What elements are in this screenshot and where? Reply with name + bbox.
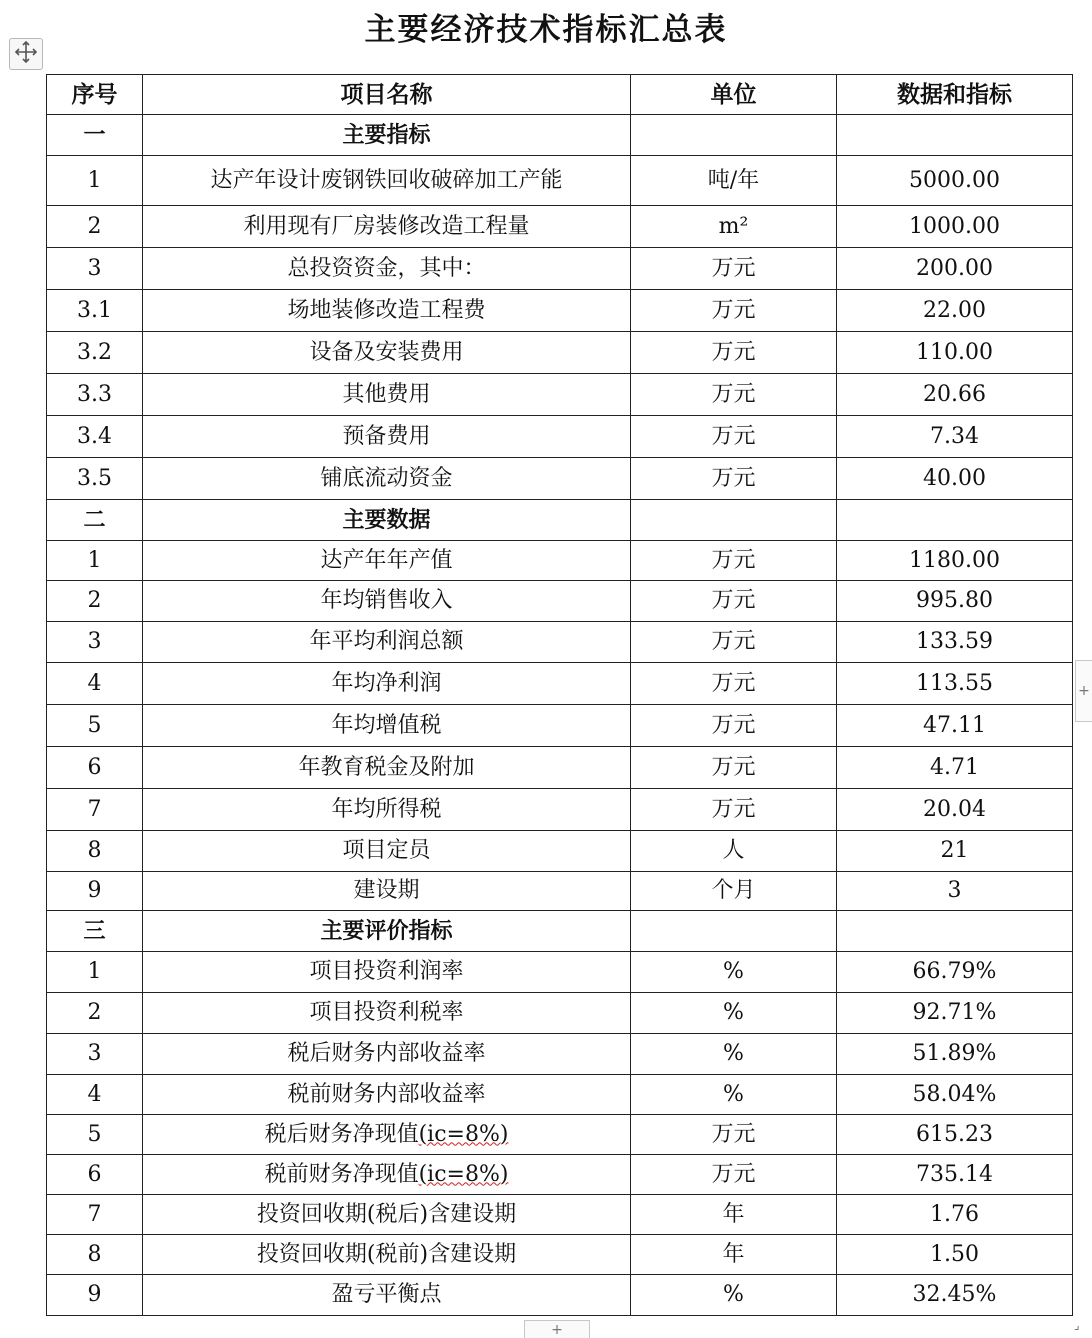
cell-item-name[interactable] xyxy=(143,1075,631,1115)
cell-seq[interactable] xyxy=(47,458,143,500)
cell-unit[interactable] xyxy=(631,1275,837,1316)
cell-value[interactable] xyxy=(837,1034,1073,1075)
cell-seq[interactable] xyxy=(47,952,143,993)
cell-value-text: 200.00 xyxy=(916,255,993,281)
cell-seq-text: 1 xyxy=(87,959,102,984)
table-row xyxy=(47,458,1073,500)
cell-unit[interactable] xyxy=(631,993,837,1034)
cell-unit[interactable] xyxy=(631,622,837,663)
table-row xyxy=(47,416,1073,458)
cell-unit[interactable] xyxy=(631,663,837,705)
table-row xyxy=(47,831,1073,872)
cell-seq[interactable] xyxy=(47,416,143,458)
cell-unit[interactable] xyxy=(631,206,837,248)
cell-unit[interactable] xyxy=(631,1195,837,1235)
cell-seq[interactable] xyxy=(47,911,143,952)
cell-unit[interactable] xyxy=(631,458,837,500)
cell-unit[interactable] xyxy=(631,952,837,993)
cell-unit-text: 万元 xyxy=(711,465,756,491)
cell-unit-text: 万元 xyxy=(711,670,756,696)
cell-seq-text: 6 xyxy=(87,754,102,780)
table-row xyxy=(47,248,1073,290)
cell-value-text: 47.11 xyxy=(923,712,986,738)
cell-item-name[interactable] xyxy=(143,831,631,872)
cell-item-name-text: 主要指标 xyxy=(342,122,431,148)
cell-seq-text: 3.3 xyxy=(77,381,112,407)
cell-value-text: 1.76 xyxy=(930,1201,979,1227)
cell-seq-text: 3.2 xyxy=(77,339,112,365)
cell-item-name-text: 年教育税金及附加 xyxy=(298,754,475,780)
cell-item-name-text: 场地装修改造工程费 xyxy=(287,297,486,323)
cell-seq-text: 9 xyxy=(87,878,102,903)
cell-value-text: 735.14 xyxy=(916,1161,993,1187)
cell-value[interactable] xyxy=(837,115,1073,156)
cell-seq[interactable] xyxy=(47,581,143,622)
cell-unit-text: 万元 xyxy=(711,712,756,738)
cell-item-name[interactable] xyxy=(143,156,631,206)
cell-unit-text: 吨/年 xyxy=(707,167,760,193)
section-row xyxy=(47,500,1073,541)
cell-value[interactable] xyxy=(837,622,1073,663)
cell-value-text: 113.55 xyxy=(916,670,993,696)
cell-unit[interactable] xyxy=(631,500,837,541)
table-row xyxy=(47,1235,1073,1275)
cell-seq-text: 3.4 xyxy=(77,423,112,449)
cell-item-name[interactable] xyxy=(143,911,631,952)
cell-seq-text: 1 xyxy=(87,547,102,573)
cell-seq-text: 5 xyxy=(87,712,102,738)
cell-unit-text: 万元 xyxy=(711,339,756,365)
cell-unit[interactable] xyxy=(631,1115,837,1155)
cell-seq[interactable] xyxy=(47,1235,143,1275)
cell-unit[interactable] xyxy=(631,416,837,458)
cell-value[interactable] xyxy=(837,952,1073,993)
cell-item-name[interactable] xyxy=(143,872,631,911)
cell-unit-text: % xyxy=(723,1081,744,1107)
cell-item-name[interactable] xyxy=(143,541,631,581)
cell-unit[interactable] xyxy=(631,1235,837,1275)
cell-seq[interactable] xyxy=(47,705,143,747)
cell-unit[interactable] xyxy=(631,1075,837,1115)
cell-item-name-suffix: (ic=8%) xyxy=(418,1161,509,1187)
cell-unit-text: 万元 xyxy=(711,255,756,281)
cell-seq[interactable] xyxy=(47,1275,143,1316)
cell-unit-text: 个月 xyxy=(711,878,756,903)
header-seq: 序号 xyxy=(47,75,143,115)
cell-unit-text: 万元 xyxy=(711,423,756,449)
table-row xyxy=(47,1155,1073,1195)
cell-unit[interactable] xyxy=(631,541,837,581)
cell-unit-text: 万元 xyxy=(711,588,756,613)
header-item-name: 项目名称 xyxy=(143,75,631,115)
cell-value[interactable] xyxy=(837,747,1073,789)
cell-unit-text: 万元 xyxy=(711,629,756,654)
cell-item-name-text: 项目投资利润率 xyxy=(309,959,464,984)
cell-value[interactable] xyxy=(837,911,1073,952)
header-value: 数据和指标 xyxy=(837,75,1073,115)
table-row xyxy=(47,1195,1073,1235)
cell-value[interactable] xyxy=(837,374,1073,416)
cell-value[interactable] xyxy=(837,541,1073,581)
cell-item-name[interactable] xyxy=(143,1195,631,1235)
cell-value-text: 92.71% xyxy=(912,1000,997,1025)
cell-seq-text: 2 xyxy=(87,213,102,239)
cell-seq-text: 三 xyxy=(83,918,106,944)
cell-item-name[interactable] xyxy=(143,993,631,1034)
cell-item-name-text: 建设期 xyxy=(353,878,420,903)
table-row xyxy=(47,993,1073,1034)
cell-value[interactable] xyxy=(837,831,1073,872)
cell-item-name[interactable] xyxy=(143,458,631,500)
cell-value[interactable] xyxy=(837,1275,1073,1316)
cell-value[interactable] xyxy=(837,663,1073,705)
cell-value[interactable] xyxy=(837,500,1073,541)
cell-value[interactable] xyxy=(837,1195,1073,1235)
cell-item-name[interactable] xyxy=(143,747,631,789)
cell-unit[interactable] xyxy=(631,581,837,622)
cell-item-name-suffix: (ic=8%) xyxy=(418,1121,509,1147)
cell-unit-text: 年 xyxy=(722,1201,745,1227)
cell-seq-text: 2 xyxy=(87,588,102,613)
table-header-row xyxy=(47,75,1073,115)
table-row xyxy=(47,1034,1073,1075)
cell-unit[interactable] xyxy=(631,1034,837,1075)
cell-seq[interactable] xyxy=(47,747,143,789)
cell-item-name-text: 设备及安装费用 xyxy=(309,339,464,365)
cell-value-text: 22.00 xyxy=(923,297,986,323)
cell-value-text: 1000.00 xyxy=(909,213,1000,239)
cell-item-name-text: 总投资资金，其中： xyxy=(287,255,486,281)
table-row xyxy=(47,332,1073,374)
cell-value-text: 1.50 xyxy=(930,1241,979,1267)
cell-item-name-text: 税后财务内部收益率 xyxy=(287,1041,486,1066)
cell-seq[interactable] xyxy=(47,374,143,416)
cell-item-name[interactable] xyxy=(143,1034,631,1075)
cell-seq[interactable] xyxy=(47,332,143,374)
add-row-handle[interactable] xyxy=(524,1320,590,1338)
cell-value[interactable] xyxy=(837,1115,1073,1155)
cell-unit[interactable] xyxy=(631,156,837,206)
cell-item-name[interactable] xyxy=(143,374,631,416)
cell-unit-text: 万元 xyxy=(711,1121,756,1147)
cell-item-name[interactable] xyxy=(143,290,631,332)
cell-item-name-text: 投资回收期(税后)含建设期 xyxy=(256,1201,517,1227)
cell-item-name-text: 年均增值税 xyxy=(331,712,442,738)
cell-value-text: 110.00 xyxy=(916,339,993,365)
cell-item-name[interactable] xyxy=(143,1235,631,1275)
cell-seq[interactable] xyxy=(47,622,143,663)
cell-unit-text: 万元 xyxy=(711,547,756,573)
cell-seq[interactable] xyxy=(47,1034,143,1075)
cell-unit[interactable] xyxy=(631,789,837,831)
cell-value[interactable] xyxy=(837,290,1073,332)
cell-unit-text: m² xyxy=(718,213,749,239)
cell-seq[interactable] xyxy=(47,993,143,1034)
table-row xyxy=(47,581,1073,622)
cell-seq-text: 3 xyxy=(87,255,102,281)
cell-unit[interactable] xyxy=(631,115,837,156)
table-row xyxy=(47,872,1073,911)
cell-seq-text: 5 xyxy=(87,1121,102,1147)
cell-value-text: 66.79% xyxy=(912,959,997,984)
cell-value-text: 5000.00 xyxy=(909,167,1000,193)
cell-item-name[interactable] xyxy=(143,622,631,663)
cell-value-text: 40.00 xyxy=(923,465,986,491)
cell-item-name-text: 其他费用 xyxy=(342,381,431,407)
cell-seq[interactable] xyxy=(47,872,143,911)
indicators-table xyxy=(46,74,1073,1316)
table-row xyxy=(47,1075,1073,1115)
cell-seq-text: 3 xyxy=(87,629,102,654)
cell-item-name-text: 税后财务净现值 xyxy=(264,1121,419,1147)
cell-item-name-text: 达产年年产值 xyxy=(320,547,453,573)
table-row xyxy=(47,1115,1073,1155)
cell-unit-text: 万元 xyxy=(711,1161,756,1187)
cell-seq-text: 2 xyxy=(87,1000,102,1025)
cell-unit-text: % xyxy=(723,1041,744,1066)
cell-item-name-text: 主要评价指标 xyxy=(320,918,453,944)
cell-value-text: 32.45% xyxy=(912,1282,997,1307)
cell-item-name[interactable] xyxy=(143,1275,631,1316)
cell-item-name-text: 预备费用 xyxy=(342,423,431,449)
cell-seq[interactable] xyxy=(47,541,143,581)
cell-seq-text: 9 xyxy=(87,1282,102,1307)
table-body xyxy=(47,115,1073,1316)
cell-value[interactable] xyxy=(837,872,1073,911)
cell-value-text: 7.34 xyxy=(930,423,979,449)
cell-seq-text: 8 xyxy=(87,838,102,863)
cell-item-name-text: 项目定员 xyxy=(342,838,431,863)
cell-value[interactable] xyxy=(837,458,1073,500)
cell-item-name-text: 项目投资利税率 xyxy=(309,1000,464,1025)
cell-value[interactable] xyxy=(837,416,1073,458)
cell-item-name-text: 利用现有厂房装修改造工程量 xyxy=(243,213,530,239)
cell-seq[interactable] xyxy=(47,831,143,872)
cell-unit-text: % xyxy=(723,1000,744,1025)
cell-value-text: 4.71 xyxy=(930,754,979,780)
cell-item-name-text: 年均所得税 xyxy=(331,796,442,822)
cell-item-name[interactable] xyxy=(143,952,631,993)
cell-value-text: 995.80 xyxy=(916,588,993,613)
cell-unit-text: % xyxy=(723,1282,744,1307)
header-unit: 单位 xyxy=(631,75,837,115)
cell-value-text: 20.66 xyxy=(923,381,986,407)
cell-unit-text: 年 xyxy=(722,1241,745,1267)
cell-value[interactable] xyxy=(837,1155,1073,1195)
cell-seq-text: 7 xyxy=(87,796,102,822)
cell-unit-text: % xyxy=(723,959,744,984)
table-row xyxy=(47,663,1073,705)
plus-icon: + xyxy=(551,1321,563,1338)
section-row xyxy=(47,115,1073,156)
section-row xyxy=(47,911,1073,952)
cell-seq-text: 4 xyxy=(87,1081,102,1107)
cell-unit-text: 人 xyxy=(722,838,745,863)
table-row xyxy=(47,952,1073,993)
table-row xyxy=(47,622,1073,663)
cell-item-name[interactable] xyxy=(143,206,631,248)
cell-seq[interactable] xyxy=(47,156,143,206)
cell-unit[interactable] xyxy=(631,831,837,872)
cell-unit[interactable] xyxy=(631,332,837,374)
cell-unit-text: 万元 xyxy=(711,381,756,407)
table-row xyxy=(47,705,1073,747)
add-column-handle[interactable] xyxy=(1075,660,1092,722)
cell-item-name[interactable] xyxy=(143,416,631,458)
cell-item-name[interactable] xyxy=(143,581,631,622)
cell-item-name-text: 主要数据 xyxy=(342,507,431,533)
cell-value-text: 615.23 xyxy=(916,1121,993,1147)
cell-item-name[interactable] xyxy=(143,115,631,156)
cell-unit-text: 万元 xyxy=(711,297,756,323)
cell-item-name[interactable] xyxy=(143,332,631,374)
plus-icon: + xyxy=(1078,683,1090,699)
cell-item-name[interactable] xyxy=(143,663,631,705)
cell-value-text: 20.04 xyxy=(923,796,986,822)
cell-seq[interactable] xyxy=(47,1075,143,1115)
cell-seq-text: 二 xyxy=(83,507,106,533)
cell-unit[interactable] xyxy=(631,705,837,747)
cell-item-name[interactable] xyxy=(143,248,631,290)
cell-seq-text: 一 xyxy=(83,122,106,148)
cell-item-name-text: 年均销售收入 xyxy=(320,588,453,613)
cell-seq-text: 1 xyxy=(87,167,102,193)
cell-value[interactable] xyxy=(837,581,1073,622)
cell-value[interactable] xyxy=(837,206,1073,248)
cell-item-name-text: 投资回收期(税前)含建设期 xyxy=(256,1241,517,1267)
cell-value[interactable] xyxy=(837,332,1073,374)
cell-seq[interactable] xyxy=(47,1115,143,1155)
cell-unit[interactable] xyxy=(631,911,837,952)
cell-unit[interactable] xyxy=(631,374,837,416)
document-title: 主要经济技术指标汇总表 xyxy=(364,12,728,48)
cell-value-text: 1180.00 xyxy=(909,547,1000,573)
cell-value[interactable] xyxy=(837,993,1073,1034)
cell-item-name-text: 盈亏平衡点 xyxy=(331,1282,442,1307)
table-row xyxy=(47,747,1073,789)
cell-seq-text: 3 xyxy=(87,1041,102,1066)
cell-value-text: 51.89% xyxy=(912,1041,997,1066)
cell-unit[interactable] xyxy=(631,872,837,911)
cell-unit[interactable] xyxy=(631,1155,837,1195)
cell-unit[interactable] xyxy=(631,747,837,789)
cell-seq[interactable] xyxy=(47,1155,143,1195)
cell-value[interactable] xyxy=(837,248,1073,290)
cell-seq[interactable] xyxy=(47,115,143,156)
cell-value-text: 3 xyxy=(947,878,962,903)
cell-unit-text: 万元 xyxy=(711,796,756,822)
cell-value[interactable] xyxy=(837,1235,1073,1275)
cell-seq-text: 3.5 xyxy=(77,465,112,491)
table-row xyxy=(47,156,1073,206)
cell-seq-text: 6 xyxy=(87,1161,102,1187)
cell-value-text: 58.04% xyxy=(912,1081,997,1107)
cell-seq-text: 7 xyxy=(87,1201,102,1227)
cell-value[interactable] xyxy=(837,705,1073,747)
cell-seq-text: 4 xyxy=(87,670,102,696)
table-row xyxy=(47,374,1073,416)
cell-item-name[interactable] xyxy=(143,500,631,541)
table-row xyxy=(47,541,1073,581)
cell-item-name[interactable] xyxy=(143,1115,631,1155)
table-row xyxy=(47,206,1073,248)
cell-value-text: 21 xyxy=(940,838,969,863)
cell-seq-text: 3.1 xyxy=(77,297,112,323)
cell-value-text: 133.59 xyxy=(916,629,993,654)
cell-seq[interactable] xyxy=(47,290,143,332)
cell-seq[interactable] xyxy=(47,248,143,290)
cell-item-name-text: 税前财务内部收益率 xyxy=(287,1081,486,1107)
cell-unit[interactable] xyxy=(631,248,837,290)
table-row xyxy=(47,1275,1073,1316)
cell-item-name-text: 税前财务净现值 xyxy=(264,1161,419,1187)
cell-seq[interactable] xyxy=(47,1195,143,1235)
cell-seq[interactable] xyxy=(47,789,143,831)
resize-corner-icon[interactable]: ⌟ xyxy=(1074,1318,1080,1332)
cell-item-name-text: 铺底流动资金 xyxy=(320,465,453,491)
cell-item-name-text: 达产年设计废钢铁回收破碎加工产能 xyxy=(210,167,563,193)
table-row xyxy=(47,290,1073,332)
cell-value[interactable] xyxy=(837,1075,1073,1115)
cell-item-name[interactable] xyxy=(143,705,631,747)
cell-seq[interactable] xyxy=(47,206,143,248)
cell-item-name[interactable] xyxy=(143,789,631,831)
cell-item-name-text: 年均净利润 xyxy=(331,670,442,696)
cell-seq-text: 8 xyxy=(87,1241,102,1267)
cell-unit[interactable] xyxy=(631,290,837,332)
cell-value[interactable] xyxy=(837,789,1073,831)
cell-unit-text: 万元 xyxy=(711,754,756,780)
cell-value[interactable] xyxy=(837,156,1073,206)
cell-item-name-text: 年平均利润总额 xyxy=(309,629,464,654)
cell-seq[interactable] xyxy=(47,500,143,541)
table-row xyxy=(47,789,1073,831)
cell-item-name[interactable] xyxy=(143,1155,631,1195)
cell-seq[interactable] xyxy=(47,663,143,705)
